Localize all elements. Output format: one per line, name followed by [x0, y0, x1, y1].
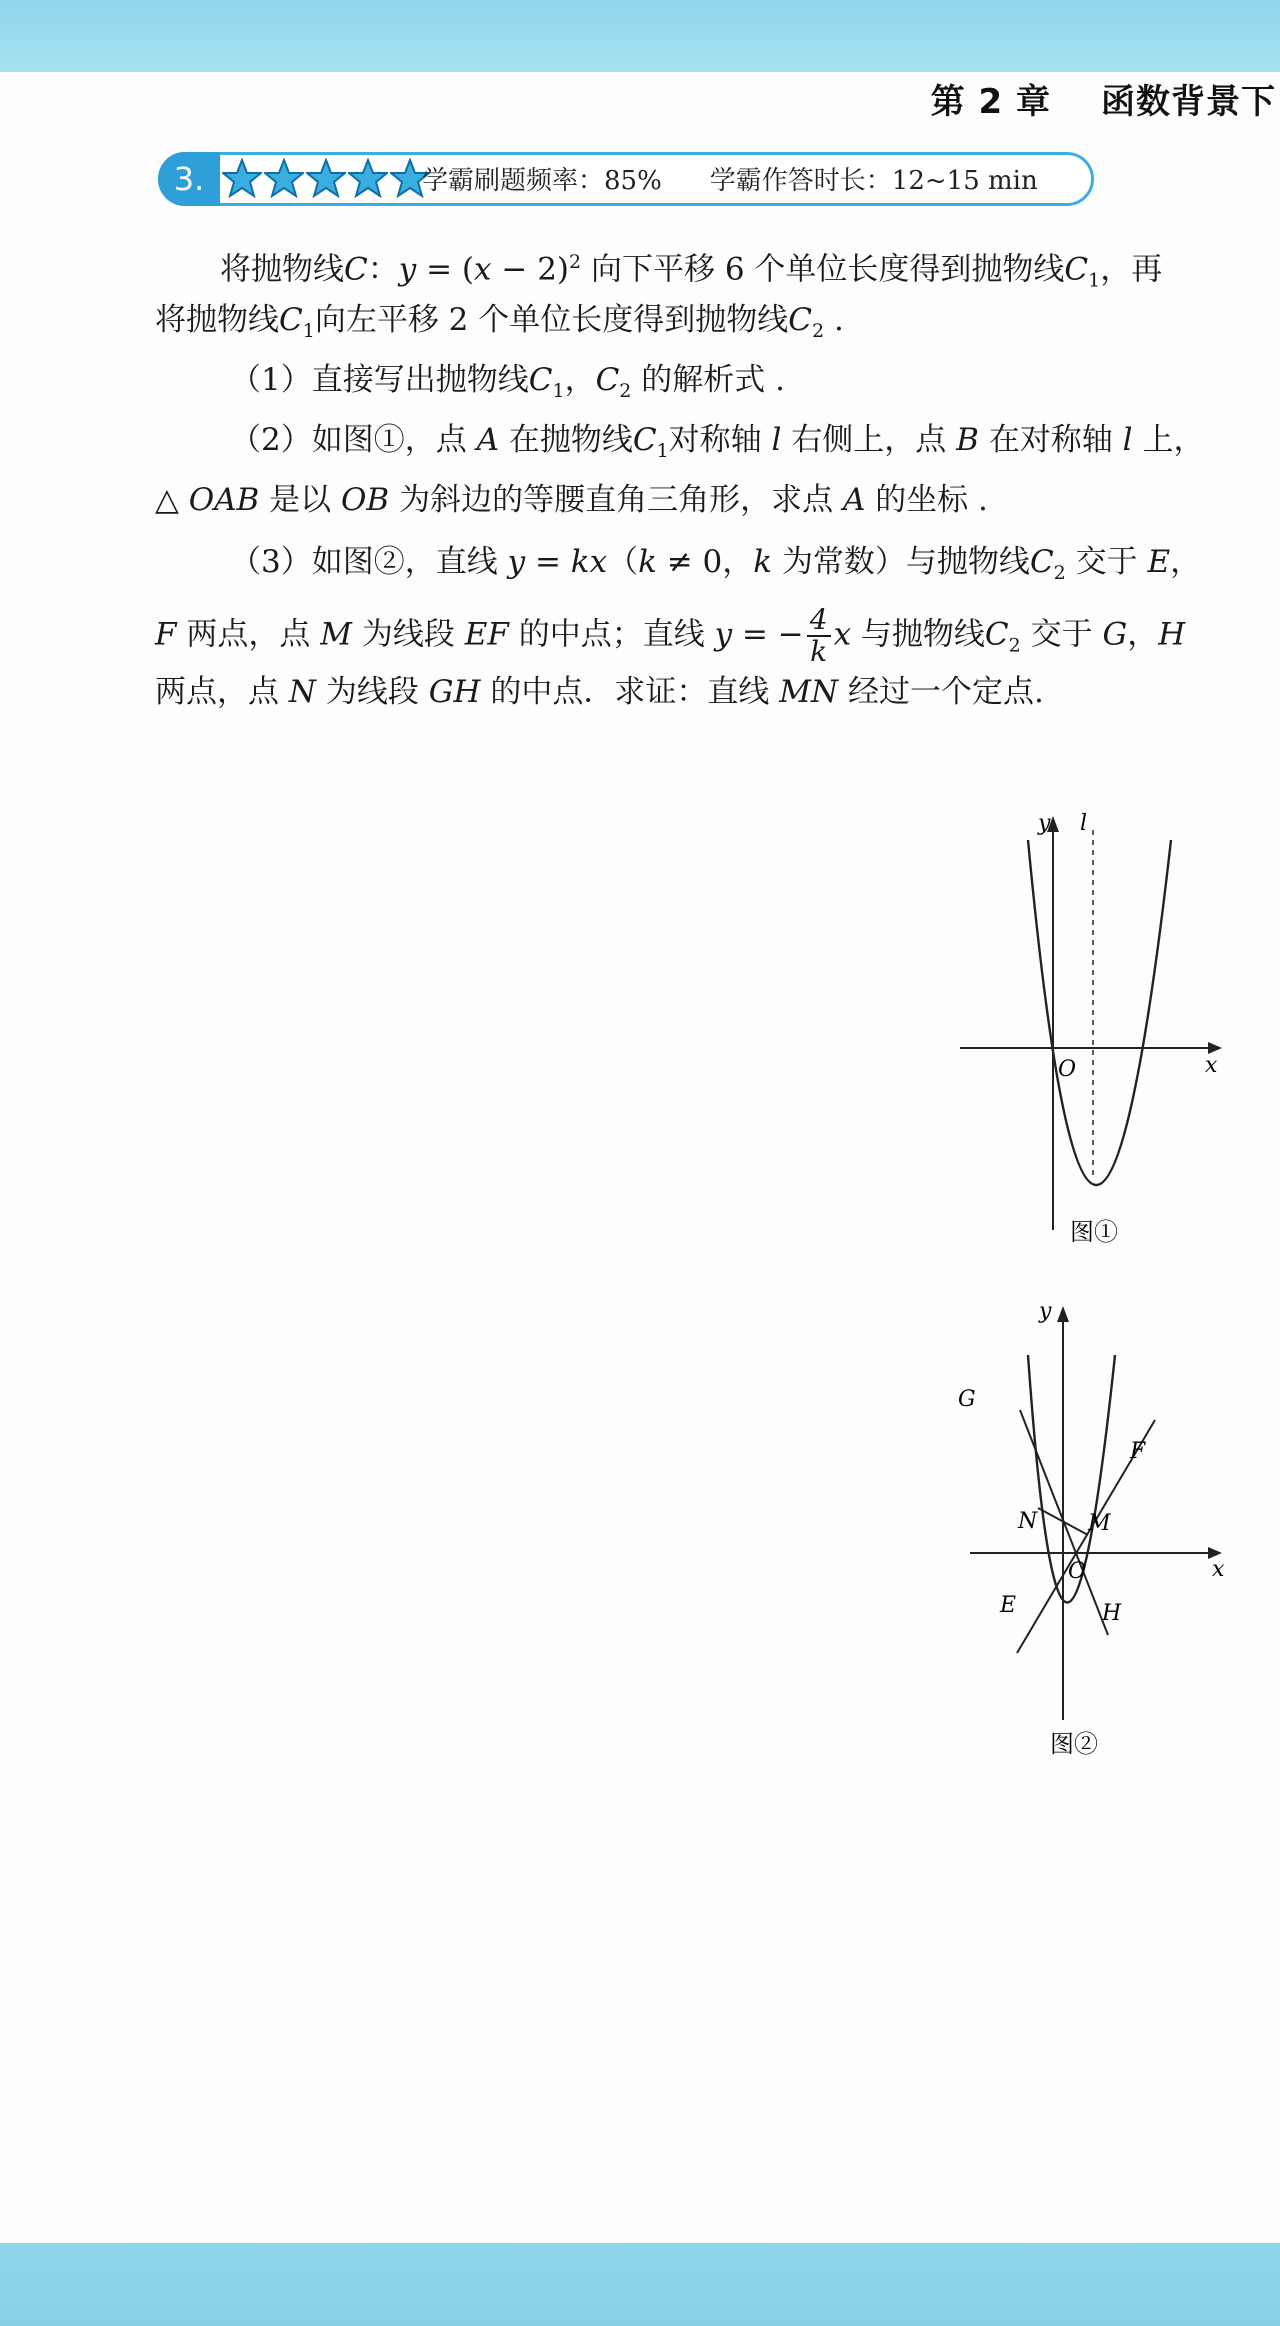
problem-line-2: 将抛物线$C_1$向左平移 2 个单位长度得到抛物线$C_2$ . [155, 302, 844, 343]
sub-question-2-line-1: （2）如图①，点 A 在抛物线$C_1$对称轴 l 右侧上，点 B 在对称轴 l 上， [230, 422, 1205, 463]
fig2-label-N: N [1018, 1509, 1038, 1534]
sub-question-1: （1）直接写出抛物线$C_1$，$C_2$ 的解析式 . [230, 362, 785, 403]
fig1-label-O: O [1058, 1057, 1077, 1082]
fig2-label-E: E [1000, 1593, 1017, 1618]
chapter-title: 函数背景下 [1101, 82, 1276, 122]
figure-2 [940, 1290, 1250, 1770]
sub-question-2-line-2: △ OAB 是以 OB 为斜边的等腰直角三角形，求点 A 的坐标 . [155, 482, 988, 518]
fig2-label-x: x [1212, 1557, 1225, 1582]
difficulty-stars [222, 158, 430, 198]
sub-question-3-line-2: F 两点，点 M 为线段 EF 的中点；直线 y = − $\frac{4}{k}$ x 与抛物线$C_2$ 交于 G，H [155, 603, 1186, 668]
figure-1 [950, 800, 1240, 1260]
practice-frequency: 学霸刷题频率：85% [422, 166, 662, 196]
bottom-color-band [0, 2243, 1280, 2326]
star-icon [306, 158, 346, 198]
fig1-label-x: x [1205, 1053, 1218, 1078]
top-color-band [0, 0, 1280, 72]
fig2-label-H: H [1102, 1601, 1122, 1626]
fig1-label-y: y [1038, 811, 1051, 836]
star-icon [348, 158, 388, 198]
answer-duration: 学霸作答时长：12~15 min [709, 166, 1038, 196]
fig2-label-G: G [958, 1387, 976, 1412]
problem-line-1: 将抛物线C：$y = (x - 2)^2$ 向下平移 6 个单位长度得到抛物线$C_1$，再 [220, 251, 1163, 292]
question-number: 3. [158, 152, 220, 206]
fig2-label-M: M [1088, 1511, 1111, 1536]
fig1-label-l: l [1080, 811, 1088, 836]
sub-question-3-line-1: （3）如图②，直线 y = kx（k ≠ 0，k 为常数）与抛物线$C_2$ 交于 E， [230, 544, 1202, 585]
fig2-caption: 图② [1050, 1730, 1098, 1758]
fig2-label-y: y [1039, 1299, 1052, 1324]
fig2-label-O: O [1068, 1559, 1087, 1584]
arrow-icon [1057, 1306, 1069, 1322]
question-meta [422, 160, 1038, 197]
chapter-number: 第 2 章 [930, 82, 1051, 122]
star-icon [222, 158, 262, 198]
fraction-4-over-k: $\frac{4}{k}$ [807, 605, 831, 667]
star-icon [264, 158, 304, 198]
fig1-caption: 图① [1070, 1218, 1118, 1246]
sub-question-3-line-3: 两点，点 N 为线段 GH 的中点．求证：直线 MN 经过一个定点. [155, 674, 1044, 710]
chapter-header [931, 74, 1276, 123]
fig1-parabola [1028, 840, 1171, 1185]
fig2-label-F: F [1130, 1439, 1146, 1464]
